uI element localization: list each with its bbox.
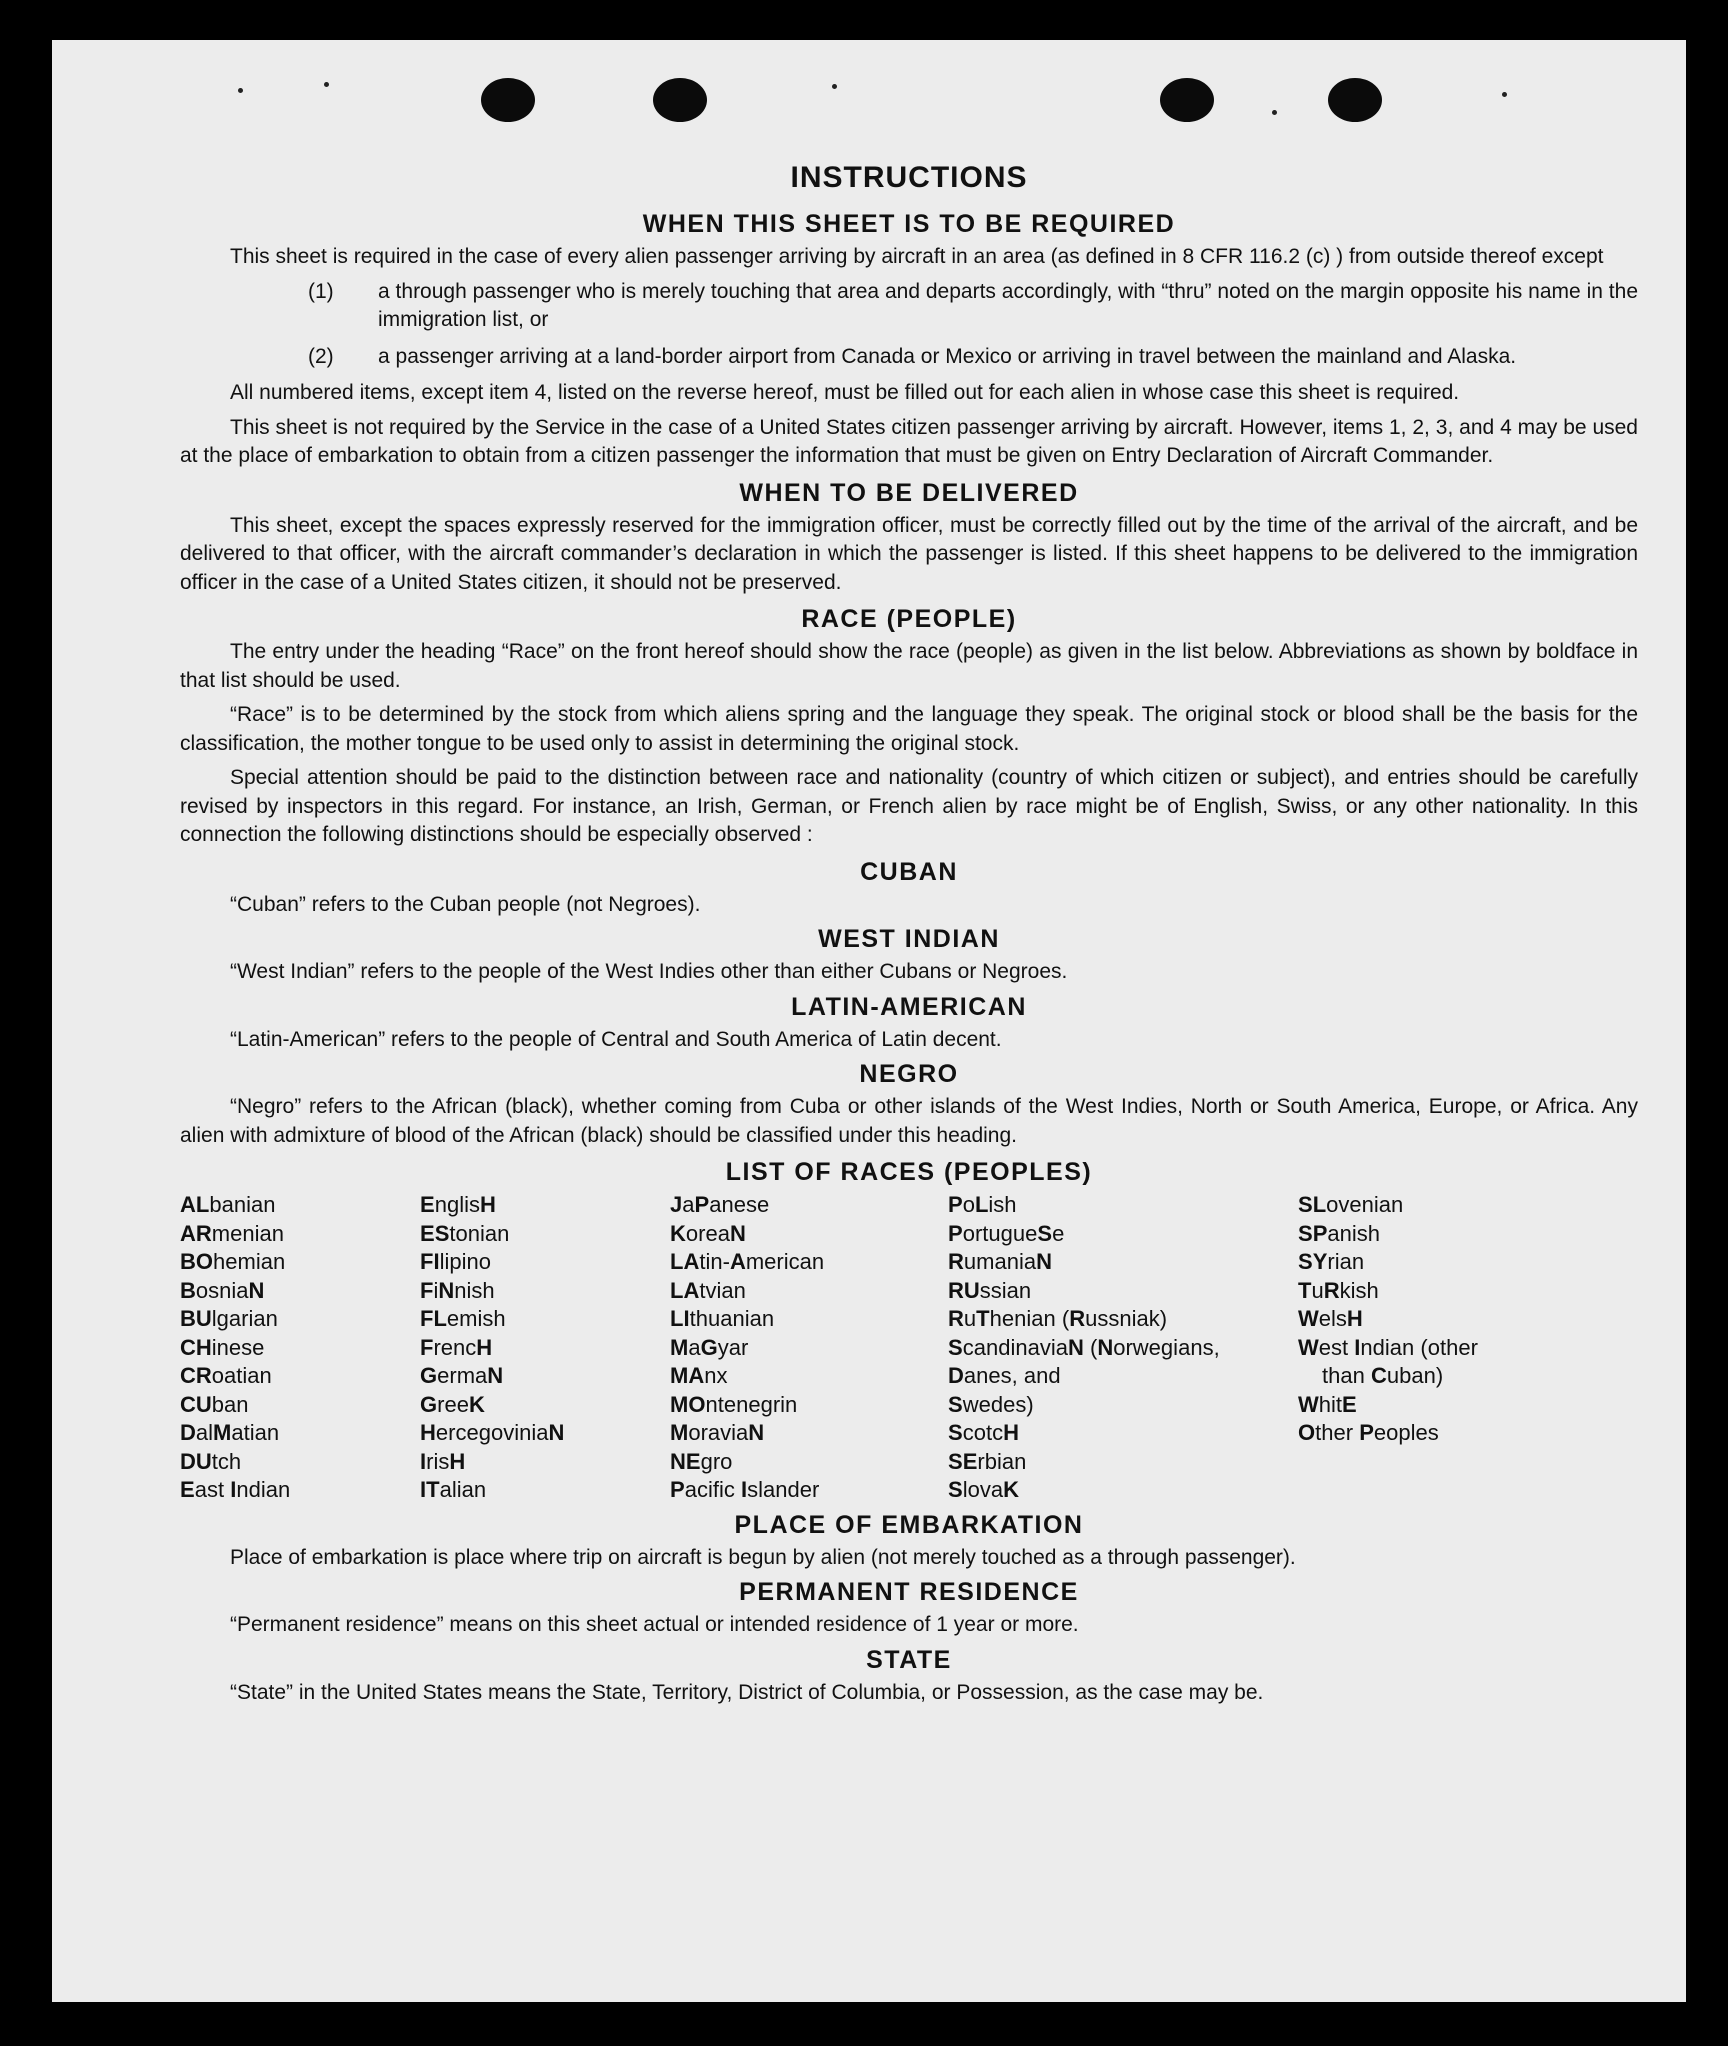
exception-number: (1) (308, 279, 334, 303)
race-item: ALbanian (180, 1192, 276, 1217)
speck (238, 88, 243, 93)
race-item: than Cuban) (1322, 1363, 1444, 1388)
races-list (180, 1191, 1638, 1505)
section-heading-race: RACE (PEOPLE) (801, 605, 1017, 633)
races-column (670, 1191, 948, 1505)
race-item: RUssian (948, 1277, 1032, 1303)
section-heading-delivered: WHEN TO BE DELIVERED (739, 478, 1079, 507)
section-heading-races-list: LIST OF RACES (PEOPLES) (725, 1158, 1093, 1186)
speck (1502, 92, 1507, 97)
state-text: “State” in the United States means the State, Territory, District of Columbia, or Possession, as the case may be. (230, 1680, 1264, 1704)
exception-item (180, 343, 1638, 372)
required-para-items: All numbered items, except item 4, listed on the reverse hereof, must be filled out for each alien in whose case this sheet is required. (230, 381, 1460, 404)
cuban-text: “Cuban” refers to the Cuban people (not Negroes). (230, 892, 701, 916)
instructions-text (180, 158, 1638, 1709)
punch-hole (653, 78, 707, 122)
punch-hole (1160, 78, 1214, 122)
race-item: BUlgarian (180, 1306, 278, 1331)
race-item: LIthuanian (670, 1306, 775, 1331)
section-heading-residence: PERMANENT RESIDENCE (739, 1578, 1079, 1606)
section-heading-negro: NEGRO (859, 1060, 959, 1088)
race-item: FrencH (420, 1334, 493, 1360)
residence-text: “Permanent residence” means on this sheet actual or intended residence of 1 year or more. (230, 1613, 1079, 1636)
race-item: SLovenian (1298, 1192, 1404, 1217)
exception-text: a passenger arriving at a land-border airport from Canada or Mexico or arriving in travel between the mainland and Alaska. (378, 344, 1517, 368)
races-column (948, 1191, 1298, 1505)
race-item: SPanish (1298, 1220, 1381, 1246)
race-item: CRoatian (180, 1363, 272, 1388)
race-item: FLemish (420, 1306, 506, 1331)
section-heading-latin-american: LATIN-AMERICAN (791, 992, 1027, 1021)
embarkation-text: Place of embarkation is place where trip on aircraft is begun by alien (not merely touched as a through passenger). (230, 1545, 1296, 1569)
race-item: MaGyar (670, 1334, 749, 1360)
required-para-citizen: This sheet is not required by the Service in the case of a United States citizen passenger arriving by aircraft. However, items 1, 2, 3, and 4 may be used at the place of embarkation to obtain from a citizen passenger the information that must be given on Entry Declaration of Aircraft Commander. (180, 415, 1638, 467)
race-item: ScotcH (948, 1420, 1019, 1445)
race-item: EStonian (420, 1220, 510, 1246)
document-page (52, 40, 1686, 2002)
race-para-1: The entry under the heading “Race” on the front hereof should show the race (people) as given in the list below. Abbreviations as shown by boldface in that list should be used. (180, 640, 1638, 692)
race-para-3: Special attention should be paid to the distinction between race and nationality (country of which citizen or subject), and entries should be carefully revised by inspectors in this regard. For instance, an Irish, German, or French alien by race might be of English, Swiss, or any other nationality. In this connection the following distinctions should be especially observed : (180, 766, 1638, 846)
race-item: HercegoviniaN (420, 1420, 565, 1445)
race-item: FiNnish (420, 1277, 495, 1303)
punch-hole (1328, 78, 1382, 122)
race-item: RumaniaN (948, 1249, 1052, 1274)
race-item: ScandinaviaN (Norwegians, (948, 1334, 1220, 1360)
race-item: MAnx (670, 1363, 728, 1388)
race-item: IrisH (420, 1448, 466, 1474)
races-column (1298, 1191, 1598, 1505)
section-heading-embarkation: PLACE OF EMBARKATION (734, 1510, 1084, 1539)
page-title: INSTRUCTIONS (790, 161, 1028, 194)
speck (324, 82, 329, 87)
race-item: PoLish (948, 1192, 1017, 1217)
race-item: PortugueSe (948, 1220, 1065, 1246)
race-item: SErbian (948, 1448, 1027, 1474)
section-heading-west-indian: WEST INDIAN (818, 925, 1000, 953)
exception-item (180, 278, 1638, 335)
race-item: FIlipino (420, 1249, 491, 1274)
required-intro: This sheet is required in the case of every alien passenger arriving by aircraft in an area (as defined in 8 CFR 116.2 (c) ) from outside thereof except (230, 245, 1604, 268)
west-indian-text: “West Indian” refers to the people of the West Indies other than either Cubans or Negroes. (230, 960, 1068, 983)
race-item: BosniaN (180, 1277, 265, 1303)
race-item: SlovaK (948, 1477, 1019, 1502)
race-item: LAtvian (670, 1277, 746, 1303)
race-item: GermaN (420, 1363, 504, 1388)
race-item: MoraviaN (670, 1420, 765, 1445)
races-column (180, 1191, 420, 1505)
section-heading-state: STATE (866, 1645, 952, 1674)
exceptions-list (180, 278, 1638, 372)
section-heading-cuban: CUBAN (860, 857, 958, 886)
race-item: West Indian (other (1298, 1334, 1478, 1360)
race-item: DalMatian (180, 1420, 280, 1445)
exception-text: a through passenger who is merely touching that area and departs accordingly, with “thru” noted on the margin opposite his name in the immigration list, or (378, 279, 1638, 331)
race-item: SYrian (1298, 1249, 1365, 1274)
race-item: JaPanese (670, 1192, 770, 1217)
race-item: ARmenian (180, 1220, 284, 1246)
race-item: BOhemian (180, 1249, 286, 1274)
race-item: Danes, and (948, 1363, 1061, 1388)
race-item: Other Peoples (1298, 1420, 1439, 1445)
speck (1272, 110, 1277, 115)
race-item: LAtin-American (670, 1249, 825, 1274)
race-item: MOntenegrin (670, 1391, 798, 1417)
race-item: GreeK (420, 1391, 485, 1417)
race-item: EnglisH (420, 1192, 496, 1217)
delivered-text: This sheet, except the spaces expressly reserved for the immigration officer, must be correctly filled out by the time of the arrival of the aircraft, and be delivered to that officer, with the aircraft commander’s declaration in which the passenger is listed. If this sheet happens to be delivered to the immigration officer in the case of a United States citizen, it should not be preserved. (180, 513, 1638, 594)
section-heading-required: WHEN THIS SHEET IS TO BE REQUIRED (642, 210, 1176, 238)
race-item: WelsH (1298, 1306, 1363, 1331)
race-item: WhitE (1298, 1391, 1357, 1417)
race-item: NEgro (670, 1448, 733, 1474)
race-para-2: “Race” is to be determined by the stock from which aliens spring and the language they speak. The original stock or blood shall be the basis for the classification, the mother tongue to be used only to assist in determining the original stock. (180, 703, 1638, 755)
race-item: TuRkish (1298, 1277, 1379, 1303)
race-item: DUtch (180, 1448, 242, 1474)
races-column (420, 1191, 670, 1505)
race-item: Pacific Islander (670, 1477, 820, 1502)
race-item: Swedes) (948, 1391, 1034, 1417)
punch-hole (481, 78, 535, 122)
race-item: East Indian (180, 1477, 291, 1502)
race-item: CHinese (180, 1334, 265, 1360)
exception-number: (2) (308, 344, 334, 368)
race-item: ITalian (420, 1477, 487, 1502)
race-item: KoreaN (670, 1220, 746, 1246)
speck (832, 84, 837, 89)
latin-american-text: “Latin-American” refers to the people of Central and South America of Latin decent. (230, 1027, 1002, 1051)
race-item: CUban (180, 1391, 249, 1417)
race-item: RuThenian (Russniak) (948, 1306, 1168, 1331)
negro-text: “Negro” refers to the African (black), whether coming from Cuba or other islands of the West Indies, North or South America, Europe, or Africa. Any alien with admixture of blood of the African (black) should be classified under this heading. (180, 1095, 1638, 1147)
